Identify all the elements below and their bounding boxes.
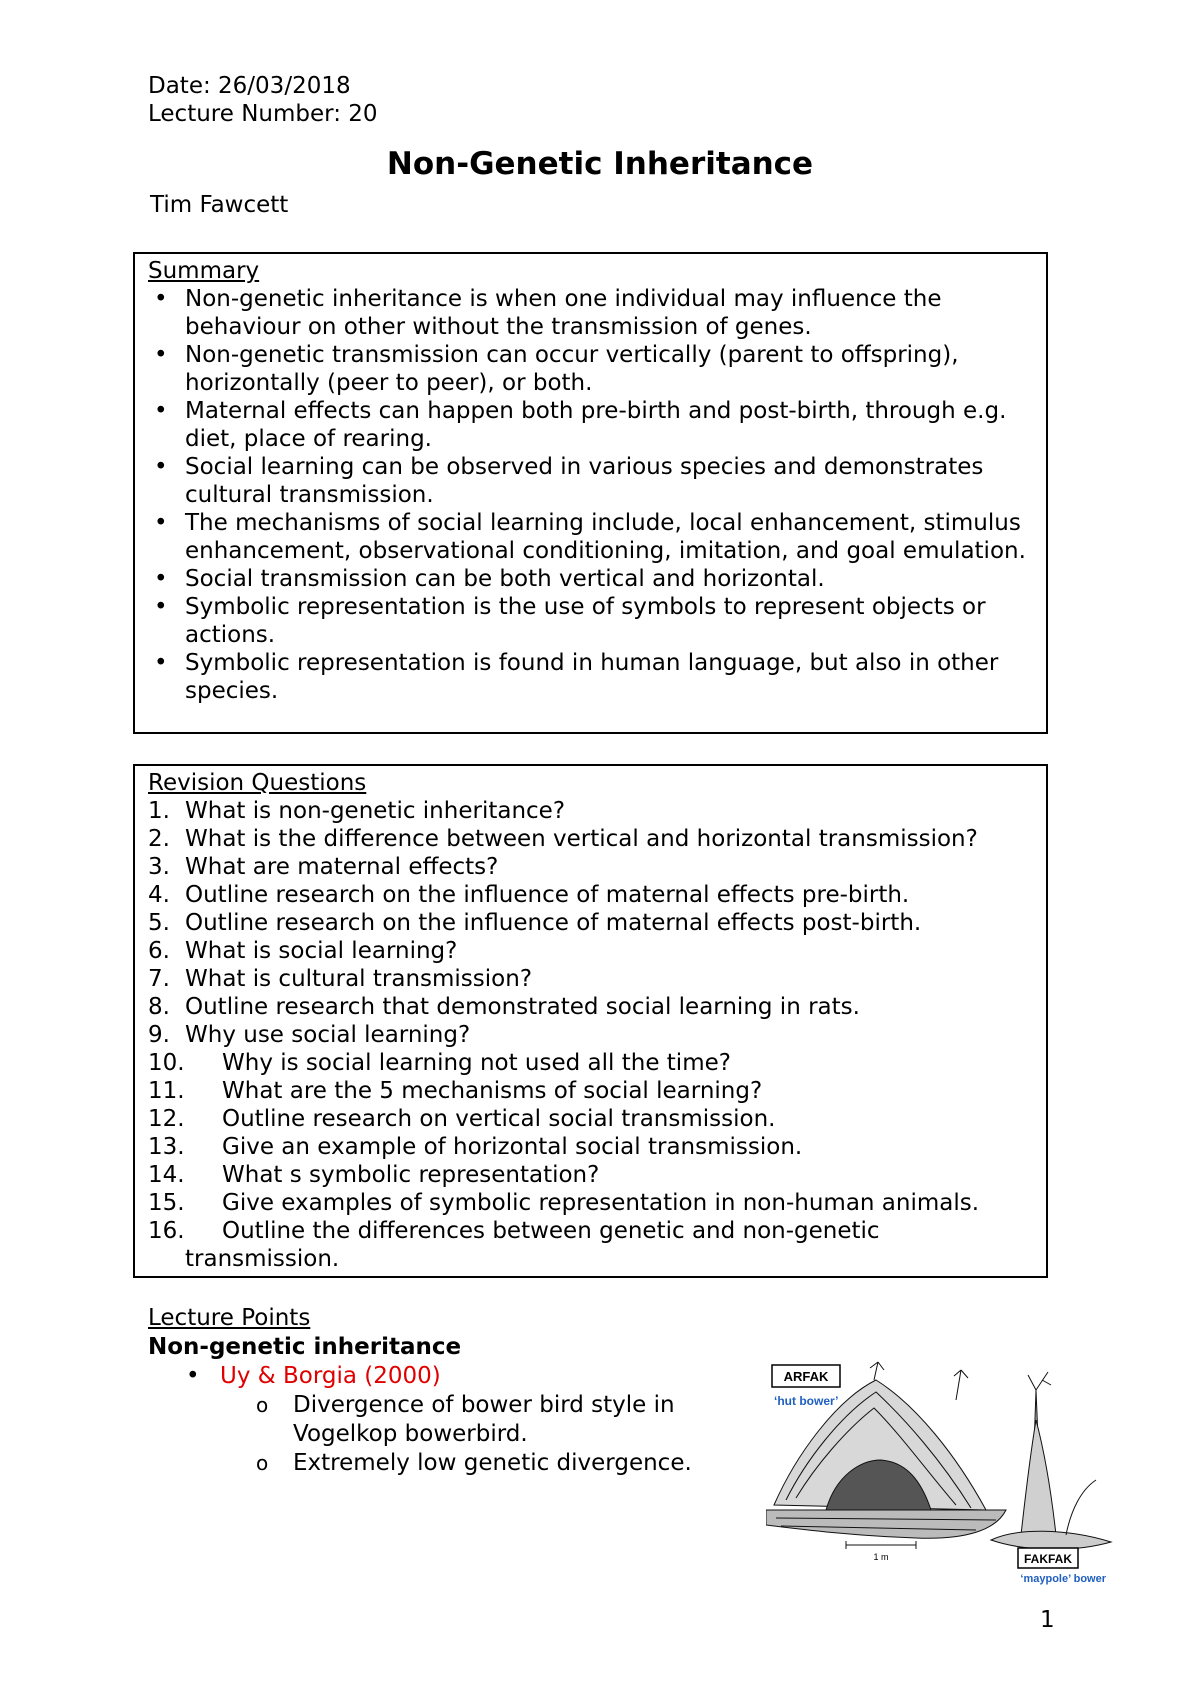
- question-text: What is cultural transmission?: [185, 966, 533, 992]
- page-title: Non-Genetic Inheritance: [386, 146, 814, 182]
- revision-question: [148, 1105, 1032, 1133]
- summary-item: • The mechanisms of social learning include, local enhancement, stimulus enhancement, observational conditioning, imitation, and goal emulation.: [148, 509, 1032, 565]
- question-number: 16.: [148, 1218, 185, 1244]
- revision-question: [148, 909, 1032, 937]
- question-text: Outline research that demonstrated social learning in rats.: [185, 994, 860, 1020]
- author-name: Tim Fawcett: [150, 192, 289, 218]
- summary-heading: Summary: [148, 258, 260, 284]
- lecture-point: o Divergence of bower bird style in Vogelkop bowerbird.: [293, 1391, 748, 1449]
- question-number: 13.: [148, 1134, 185, 1160]
- revision-question: [148, 797, 1032, 825]
- question-number: 4.: [148, 882, 170, 908]
- summary-item: • Maternal effects can happen both pre-birth and post-birth, through e.g. diet, place of rearing.: [148, 397, 1032, 453]
- maypole-bower-drawing: [991, 1372, 1111, 1549]
- revision-question: [148, 825, 1032, 853]
- question-number: 5.: [148, 910, 170, 936]
- lecture-number-line: Lecture Number: 20: [148, 101, 378, 127]
- revision-question: [148, 881, 1032, 909]
- revision-question: [148, 1049, 1032, 1077]
- revision-question: [148, 1021, 1032, 1049]
- maypole-bower-caption: ‘maypole’ bower: [1020, 1573, 1106, 1585]
- summary-list: [148, 285, 1032, 705]
- question-text: Outline research on the influence of maternal effects pre-birth.: [185, 882, 910, 908]
- date-line: Date: 26/03/2018: [148, 73, 351, 99]
- question-text: Why is social learning not used all the time?: [222, 1050, 731, 1076]
- lecture-point-list: [148, 1391, 748, 1478]
- question-text: What are maternal effects?: [185, 854, 499, 880]
- question-text: What is social learning?: [185, 938, 458, 964]
- revision-question: [148, 1217, 1032, 1273]
- question-number: 2.: [148, 826, 170, 852]
- arfak-label: ARFAK: [783, 1369, 829, 1384]
- reference-citation: • Uy & Borgia (2000): [186, 1362, 748, 1391]
- revision-question: [148, 1077, 1032, 1105]
- summary-item: • Non-genetic transmission can occur vertically (parent to offspring), horizontally (peer to peer), or both.: [148, 341, 1032, 397]
- question-number: 3.: [148, 854, 170, 880]
- scale-bar-label: 1 m: [873, 1552, 889, 1562]
- revision-question-list: [148, 797, 1032, 1273]
- revision-question: [148, 993, 1032, 1021]
- revision-question: [148, 1161, 1032, 1189]
- hut-bower-drawing: [766, 1362, 1006, 1549]
- summary-item: • Symbolic representation is the use of symbols to represent objects or actions.: [148, 593, 1032, 649]
- revision-question: [148, 1189, 1032, 1217]
- summary-item: • Symbolic representation is found in human language, but also in other species.: [148, 649, 1032, 705]
- bower-illustration: [766, 1360, 1116, 1585]
- question-number: 1.: [148, 798, 170, 824]
- summary-box: [133, 252, 1048, 734]
- question-text: Outline the differences between genetic and non-genetic transmission.: [185, 1218, 880, 1272]
- summary-item: • Social learning can be observed in various species and demonstrates cultural transmission.: [148, 453, 1032, 509]
- revision-question: [148, 1133, 1032, 1161]
- question-text: What is the difference between vertical and horizontal transmission?: [185, 826, 978, 852]
- question-text: Give examples of symbolic representation in non-human animals.: [222, 1190, 980, 1216]
- lecture-point: o Extremely low genetic divergence.: [293, 1449, 748, 1478]
- revision-question: [148, 965, 1032, 993]
- fakfak-label: FAKFAK: [1024, 1552, 1072, 1566]
- revision-heading: Revision Questions: [148, 770, 367, 796]
- question-number: 14.: [148, 1162, 185, 1188]
- hut-bower-caption: ‘hut bower’: [774, 1394, 839, 1408]
- header-meta: [148, 72, 378, 128]
- lecture-points-section: [148, 1304, 748, 1478]
- question-number: 9.: [148, 1022, 170, 1048]
- question-text: Outline research on the influence of maternal effects post-birth.: [185, 910, 922, 936]
- question-text: What are the 5 mechanisms of social learning?: [222, 1078, 763, 1104]
- question-text: Give an example of horizontal social transmission.: [222, 1134, 803, 1160]
- lecture-points-heading: Lecture Points: [148, 1305, 311, 1331]
- question-number: 15.: [148, 1190, 185, 1216]
- question-number: 6.: [148, 938, 170, 964]
- revision-question: [148, 937, 1032, 965]
- summary-item: • Social transmission can be both vertical and horizontal.: [148, 565, 1032, 593]
- question-number: 10.: [148, 1050, 185, 1076]
- question-number: 11.: [148, 1078, 185, 1104]
- question-text: What s symbolic representation?: [222, 1162, 600, 1188]
- question-text: What is non-genetic inheritance?: [185, 798, 566, 824]
- question-number: 12.: [148, 1106, 185, 1132]
- question-number: 7.: [148, 966, 170, 992]
- question-text: Why use social learning?: [185, 1022, 471, 1048]
- revision-questions-box: [133, 764, 1048, 1278]
- summary-item: • Non-genetic inheritance is when one individual may influence the behaviour on other without the transmission of genes.: [148, 285, 1032, 341]
- revision-question: [148, 853, 1032, 881]
- page-number: 1: [1040, 1607, 1055, 1633]
- lecture-points-subheading: Non-genetic inheritance: [148, 1334, 462, 1360]
- question-number: 8.: [148, 994, 170, 1020]
- question-text: Outline research on vertical social transmission.: [222, 1106, 776, 1132]
